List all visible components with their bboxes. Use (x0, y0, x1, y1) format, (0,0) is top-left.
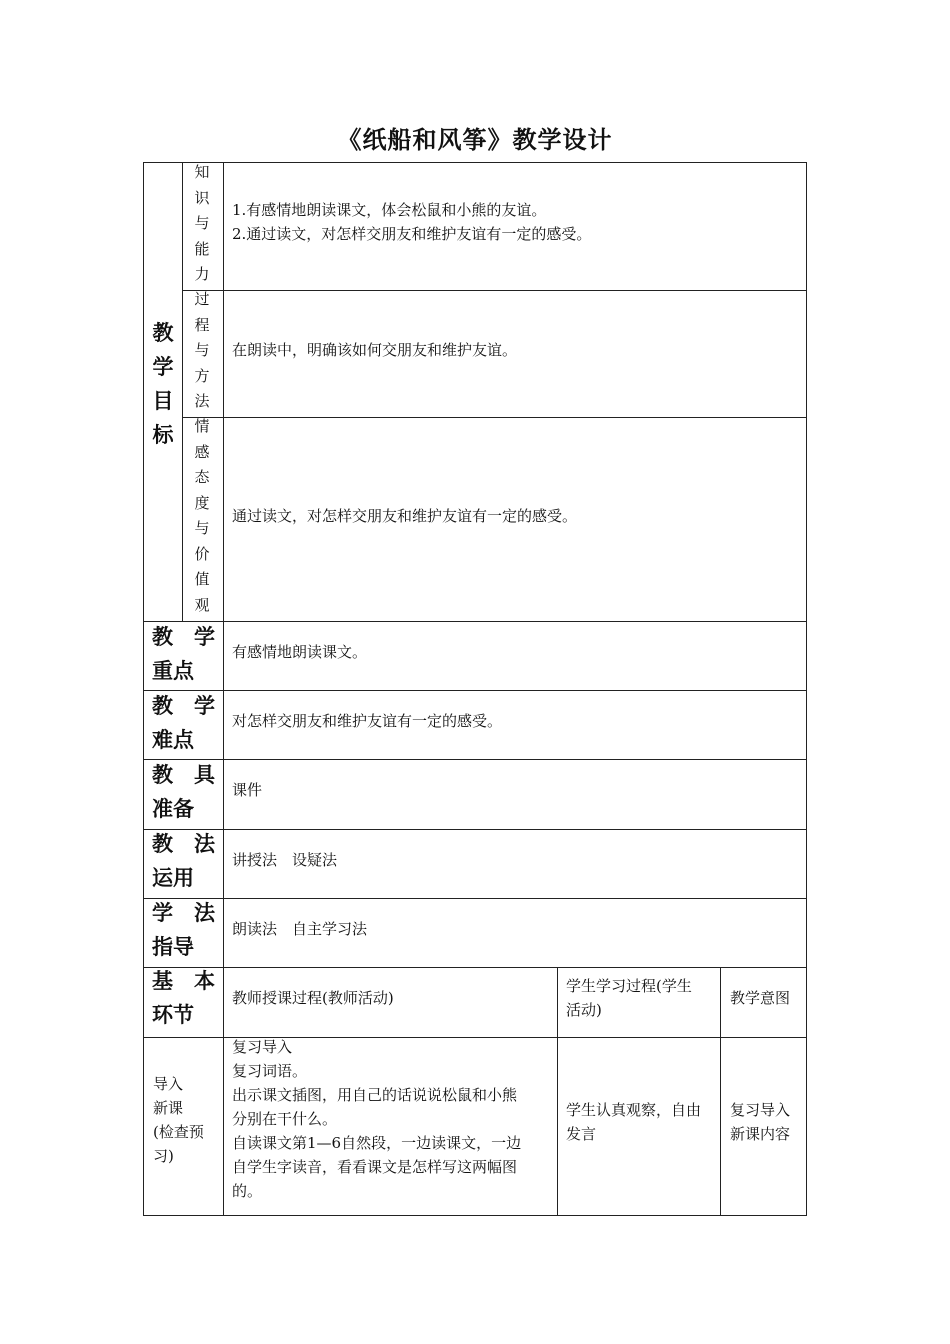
process-label: 过 程 与 方 法 (194, 290, 210, 410)
stage1-student-activity: 学生认真观察，自由 发言 (566, 1101, 702, 1143)
teaching-method-content: 讲授法 设疑法 (232, 851, 338, 869)
student-activity-header: 学生学习过程(学生 活动) (566, 977, 692, 1019)
teacher-activity-header: 教师授课过程(教师活动) (232, 989, 394, 1007)
knowledge-content: 1.有感情地朗读课文，体会松鼠和小熊的友谊。 2.通过读文，对怎样交朋友和维护友谊有一定的感受。 (232, 201, 592, 243)
process-content: 在朗读中，明确该如何交朋友和维护友谊。 (232, 341, 518, 359)
key-point-label: 教 学 重点 (152, 625, 215, 683)
stage1-label: 导入 新课 (检查预 习) (153, 1075, 204, 1165)
stages-label: 基 本 环节 (152, 969, 215, 1027)
materials-label: 教 具 准备 (152, 763, 215, 821)
difficulty-content: 对怎样交朋友和维护友谊有一定的感受。 (232, 712, 503, 730)
stage1-teacher-activity: 复习导入 复习词语。 出示课文插图，用自己的话说说松鼠和小熊 分别在干什么。 自读课文第1—6自然段，一边读课文，一边 自学生字读音，看看课文是怎样写这两幅图 的。 (232, 1038, 522, 1200)
key-point-content: 有感情地朗读课文。 (232, 643, 368, 661)
materials-content: 课件 (232, 781, 263, 799)
knowledge-label: 知 识 与 能 力 (194, 163, 210, 283)
stage1-intent: 复习导入 新课内容 (730, 1101, 791, 1143)
teaching-method-label: 教 法 运用 (152, 832, 215, 890)
page-title: 《纸船和风筝》教学设计 (337, 126, 613, 154)
learning-method-label: 学 法 指导 (152, 901, 215, 959)
emotion-label: 情 感 态 度 与 价 值 观 (194, 417, 210, 614)
learning-method-content: 朗读法 自主学习法 (232, 920, 368, 938)
emotion-content: 通过读文，对怎样交朋友和维护友谊有一定的感受。 (232, 507, 578, 525)
intent-header: 教学意图 (730, 989, 791, 1007)
objectives-label: 教 学 目 标 (152, 321, 174, 447)
difficulty-label: 教 学 难点 (152, 694, 215, 752)
